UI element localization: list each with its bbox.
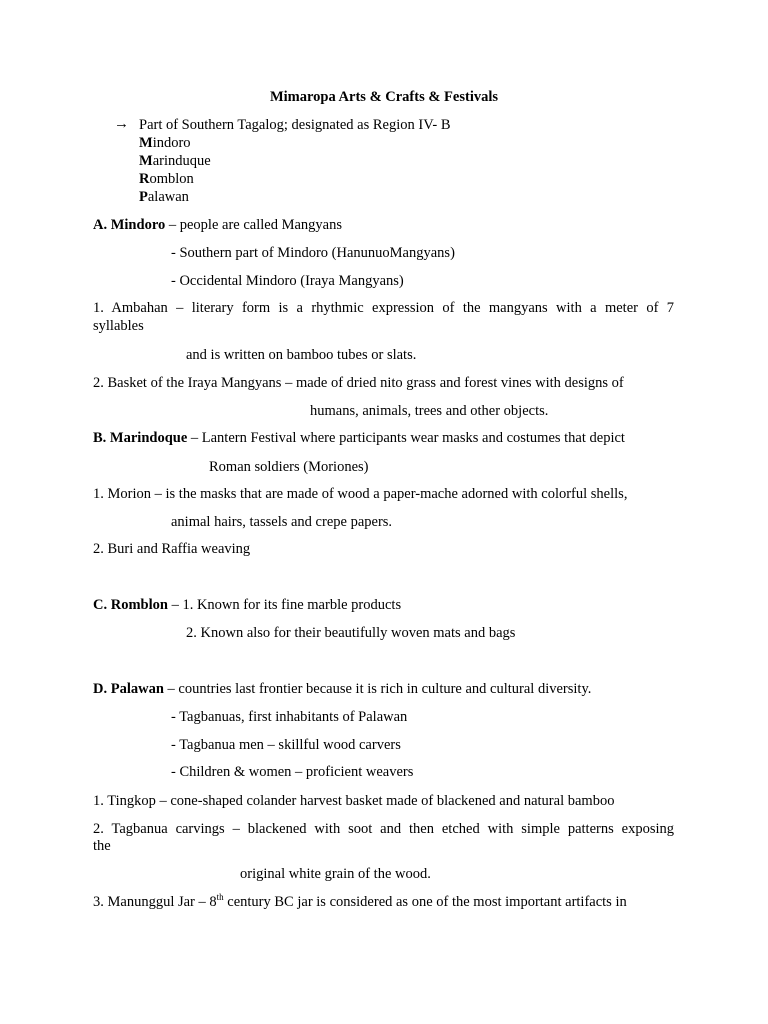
palawan-item2: 2. Tagbanua carvings – blackened with soot and then etched with simple patterns exposing: [93, 821, 674, 837]
acronym-mindoro: [139, 134, 191, 152]
acronym-initial: R: [139, 171, 150, 187]
section-desc: – 1. Known for its fine marble products: [167, 597, 402, 613]
palawan-sub2: - Tagbanua men – skillful wood carvers: [171, 737, 401, 753]
section-desc: – countries last frontier because it is rich in culture and cultural diversity.: [163, 681, 592, 697]
section-label: D. Palawan: [93, 681, 164, 697]
section-romblon-heading: [93, 596, 401, 614]
acronym-rest: indoro: [152, 135, 191, 151]
mindoro-item1-cont2: and is written on bamboo tubes or slats.: [186, 347, 417, 363]
marinduque-item1-cont: animal hairs, tassels and crepe papers.: [171, 514, 393, 530]
mindoro-sub1: - Southern part of Mindoro (HanunuoMangyans): [171, 245, 455, 261]
marinduque-item1: 1. Morion – is the masks that are made of wood a paper-mache adorned with colorful shells,: [93, 486, 628, 502]
mindoro-item2: 2. Basket of the Iraya Mangyans – made of dried nito grass and forest vines with designs of: [93, 375, 624, 391]
section-palawan-heading: [93, 680, 591, 698]
acronym-marinduque: [139, 152, 211, 170]
mindoro-item2-cont: humans, animals, trees and other objects.: [310, 403, 549, 419]
item3-text-cont: century BC jar is considered as one of the most important artifacts in: [223, 894, 627, 910]
mindoro-item1-cont: syllables: [93, 318, 144, 334]
section-desc: – Lantern Festival where participants wear masks and costumes that depict: [187, 430, 625, 446]
palawan-item1: 1. Tingkop – cone-shaped colander harvest basket made of blackened and natural bamboo: [93, 793, 615, 809]
marinduque-item2: 2. Buri and Raffia weaving: [93, 541, 251, 557]
acronym-initial: P: [139, 189, 148, 205]
acronym-rest: omblon: [149, 171, 194, 187]
acronym-palawan: [139, 188, 189, 206]
section-label: C. Romblon: [93, 597, 168, 613]
palawan-sub3: - Children & women – proficient weavers: [171, 764, 414, 780]
section-label: A. Mindoro: [93, 217, 166, 233]
acronym-rest: arinduque: [152, 153, 211, 169]
acronym-romblon: [139, 170, 194, 188]
section-desc: – people are called Mangyans: [165, 217, 342, 233]
section-label: B. Marindoque: [93, 430, 188, 446]
acronym-initial: M: [139, 135, 153, 151]
palawan-item2-cont2: original white grain of the wood.: [240, 866, 431, 882]
palawan-item3: [93, 893, 627, 911]
ordinal-suffix: th: [216, 892, 224, 903]
page-title: Mimaropa Arts & Crafts & Festivals: [269, 89, 499, 105]
palawan-item2-cont: the: [93, 838, 111, 854]
section-marinduque-heading: [93, 429, 625, 447]
section-mindoro-heading: [93, 216, 342, 234]
arrow-bullet-icon: →: [114, 116, 129, 132]
marinduque-desc-cont: Roman soldiers (Moriones): [209, 459, 369, 475]
item3-text: 3. Manunggul Jar – 8: [93, 894, 217, 910]
acronym-rest: alawan: [147, 189, 189, 205]
romblon-desc-cont: 2. Known also for their beautifully woven mats and bags: [186, 625, 516, 641]
acronym-initial: M: [139, 153, 153, 169]
mindoro-item1: 1. Ambahan – literary form is a rhythmic expression of the mangyans with a meter of 7: [93, 300, 674, 316]
region-line: Part of Southern Tagalog; designated as Region IV- B: [139, 117, 451, 133]
palawan-sub1: - Tagbanuas, first inhabitants of Palawan: [171, 709, 408, 725]
mindoro-sub2: - Occidental Mindoro (Iraya Mangyans): [171, 273, 404, 289]
